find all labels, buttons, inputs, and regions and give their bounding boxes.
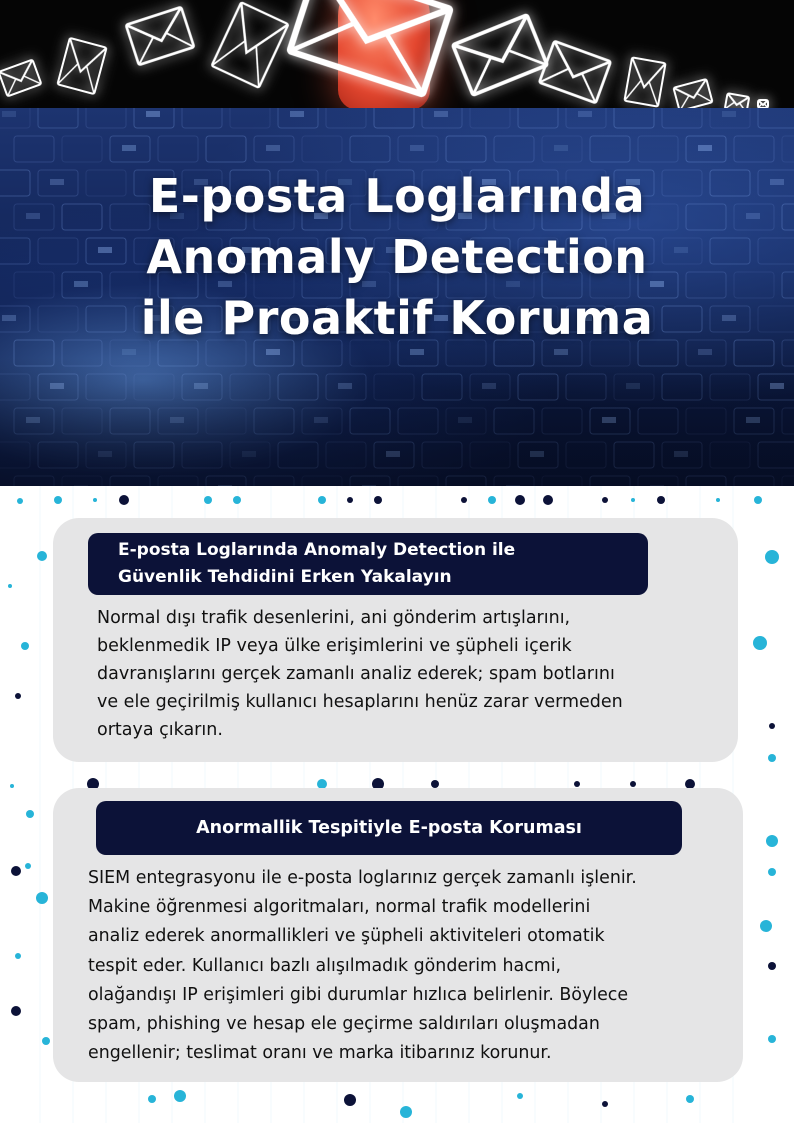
envelope-icon [725,93,749,108]
card-heading [88,533,648,595]
card-body-line: engellenir; teslimat oranı ve marka itibarınız korunur. [88,1043,552,1064]
decorative-dot [602,1101,608,1107]
decorative-dot [431,780,439,788]
decorative-dot [515,495,525,505]
card-body-line: beklenmedik IP veya ülke erişimlerini ve şüpheli içerik [97,636,572,656]
decorative-dot [768,962,776,970]
decorative-dot [768,754,776,762]
card-body-line: olağandışı IP erişimleri gibi durumlar hızlıca belirlenir. Böylece [88,984,629,1005]
card-body-line: Normal dışı trafik desenlerini, ani gönderim artışlarını, [97,608,571,628]
decorative-dot [10,784,14,788]
decorative-dot [374,496,382,504]
card-body-line: Makine öğrenmesi algoritmaları, normal trafik modellerini [88,897,591,918]
card-body [97,604,623,744]
card-body-line: davranışlarını gerçek zamanlı analiz ederek; spam botlarını [97,664,615,684]
decorative-dot [174,1090,186,1102]
card-body-line: spam, phishing ve hesap ele geçirme saldırıları oluşmadan [88,1014,600,1035]
card-body-line: analiz ederek anormallikleri ve şüpheli aktiviteleri otomatik [88,926,605,947]
decorative-dot [15,953,21,959]
hero-banner [0,108,794,486]
envelope-layer [0,0,794,108]
decorative-dot [204,496,212,504]
envelope-icon [673,79,712,108]
decorative-dot [716,498,720,502]
decorative-dot [517,1093,523,1099]
card-body-line: ve ele geçirilmiş kullanıcı hesaplarını henüz zarar vermeden [97,692,623,712]
page-title [0,166,794,349]
card-heading: Anormallik Tespitiyle E-posta Koruması [96,801,682,855]
decorative-dot [631,498,635,502]
decorative-dot [36,892,48,904]
decorative-dot [686,1095,694,1103]
decorative-dot [54,496,62,504]
decorative-dot [93,498,97,502]
decorative-dot [344,1094,356,1106]
envelope-icon [539,41,610,103]
card-body [88,864,637,1068]
card-heading-line: Güvenlik Tehdidini Erken Yakalayın [118,567,452,587]
header-image-envelopes [0,0,794,108]
decorative-dot [768,1035,776,1043]
decorative-dot [602,497,608,503]
envelope-icon [126,7,194,65]
envelope-icon [290,0,451,94]
decorative-dot [461,497,467,503]
envelope-icon [212,2,289,87]
decorative-dot [760,920,772,932]
decorative-dot [543,495,553,505]
page-title-line: Anomaly Detection [146,230,648,284]
decorative-dot [400,1106,412,1118]
decorative-dot [11,866,21,876]
decorative-dot [148,1095,156,1103]
decorative-dot [769,723,775,729]
decorative-dot [754,496,762,504]
decorative-dot [42,1037,50,1045]
decorative-dot [21,642,29,650]
page-title-line: E-posta Loglarında [148,169,646,223]
decorative-dot [765,550,779,564]
info-card-detection [53,518,738,762]
envelope-icon [57,38,106,94]
decorative-dot [630,781,636,787]
card-heading-line: E-posta Loglarında Anomaly Detection ile [118,540,516,560]
decorative-dot [318,496,326,504]
decorative-dot [11,1006,21,1016]
decorative-dot [17,498,23,504]
envelope-icon [453,15,547,95]
decorative-dot [768,868,776,876]
decorative-dot [574,781,580,787]
decorative-dot [15,693,21,699]
envelope-icon [0,60,41,97]
decorative-dot [25,863,31,869]
info-card-protection [53,788,743,1082]
decorative-dot [766,835,778,847]
card-body-line: tespit eder. Kullanıcı bazlı alışılmadık gönderim hacmi, [88,955,562,976]
page-title-line: ile Proaktif Koruma [140,291,654,345]
decorative-dot [347,497,353,503]
decorative-dot [26,810,34,818]
decorative-dot [37,551,47,561]
card-body-line: ortaya çıkarın. [97,720,223,740]
decorative-dot [753,636,767,650]
card-body-line: SIEM entegrasyonu ile e-posta loglarınız gerçek zamanlı işlenir. [88,868,637,888]
decorative-dot [233,496,241,504]
envelope-icon [624,57,665,106]
decorative-dot [119,495,129,505]
decorative-dot [657,496,665,504]
decorative-dot [8,584,12,588]
envelope-icon [758,100,768,108]
decorative-dot [488,496,496,504]
